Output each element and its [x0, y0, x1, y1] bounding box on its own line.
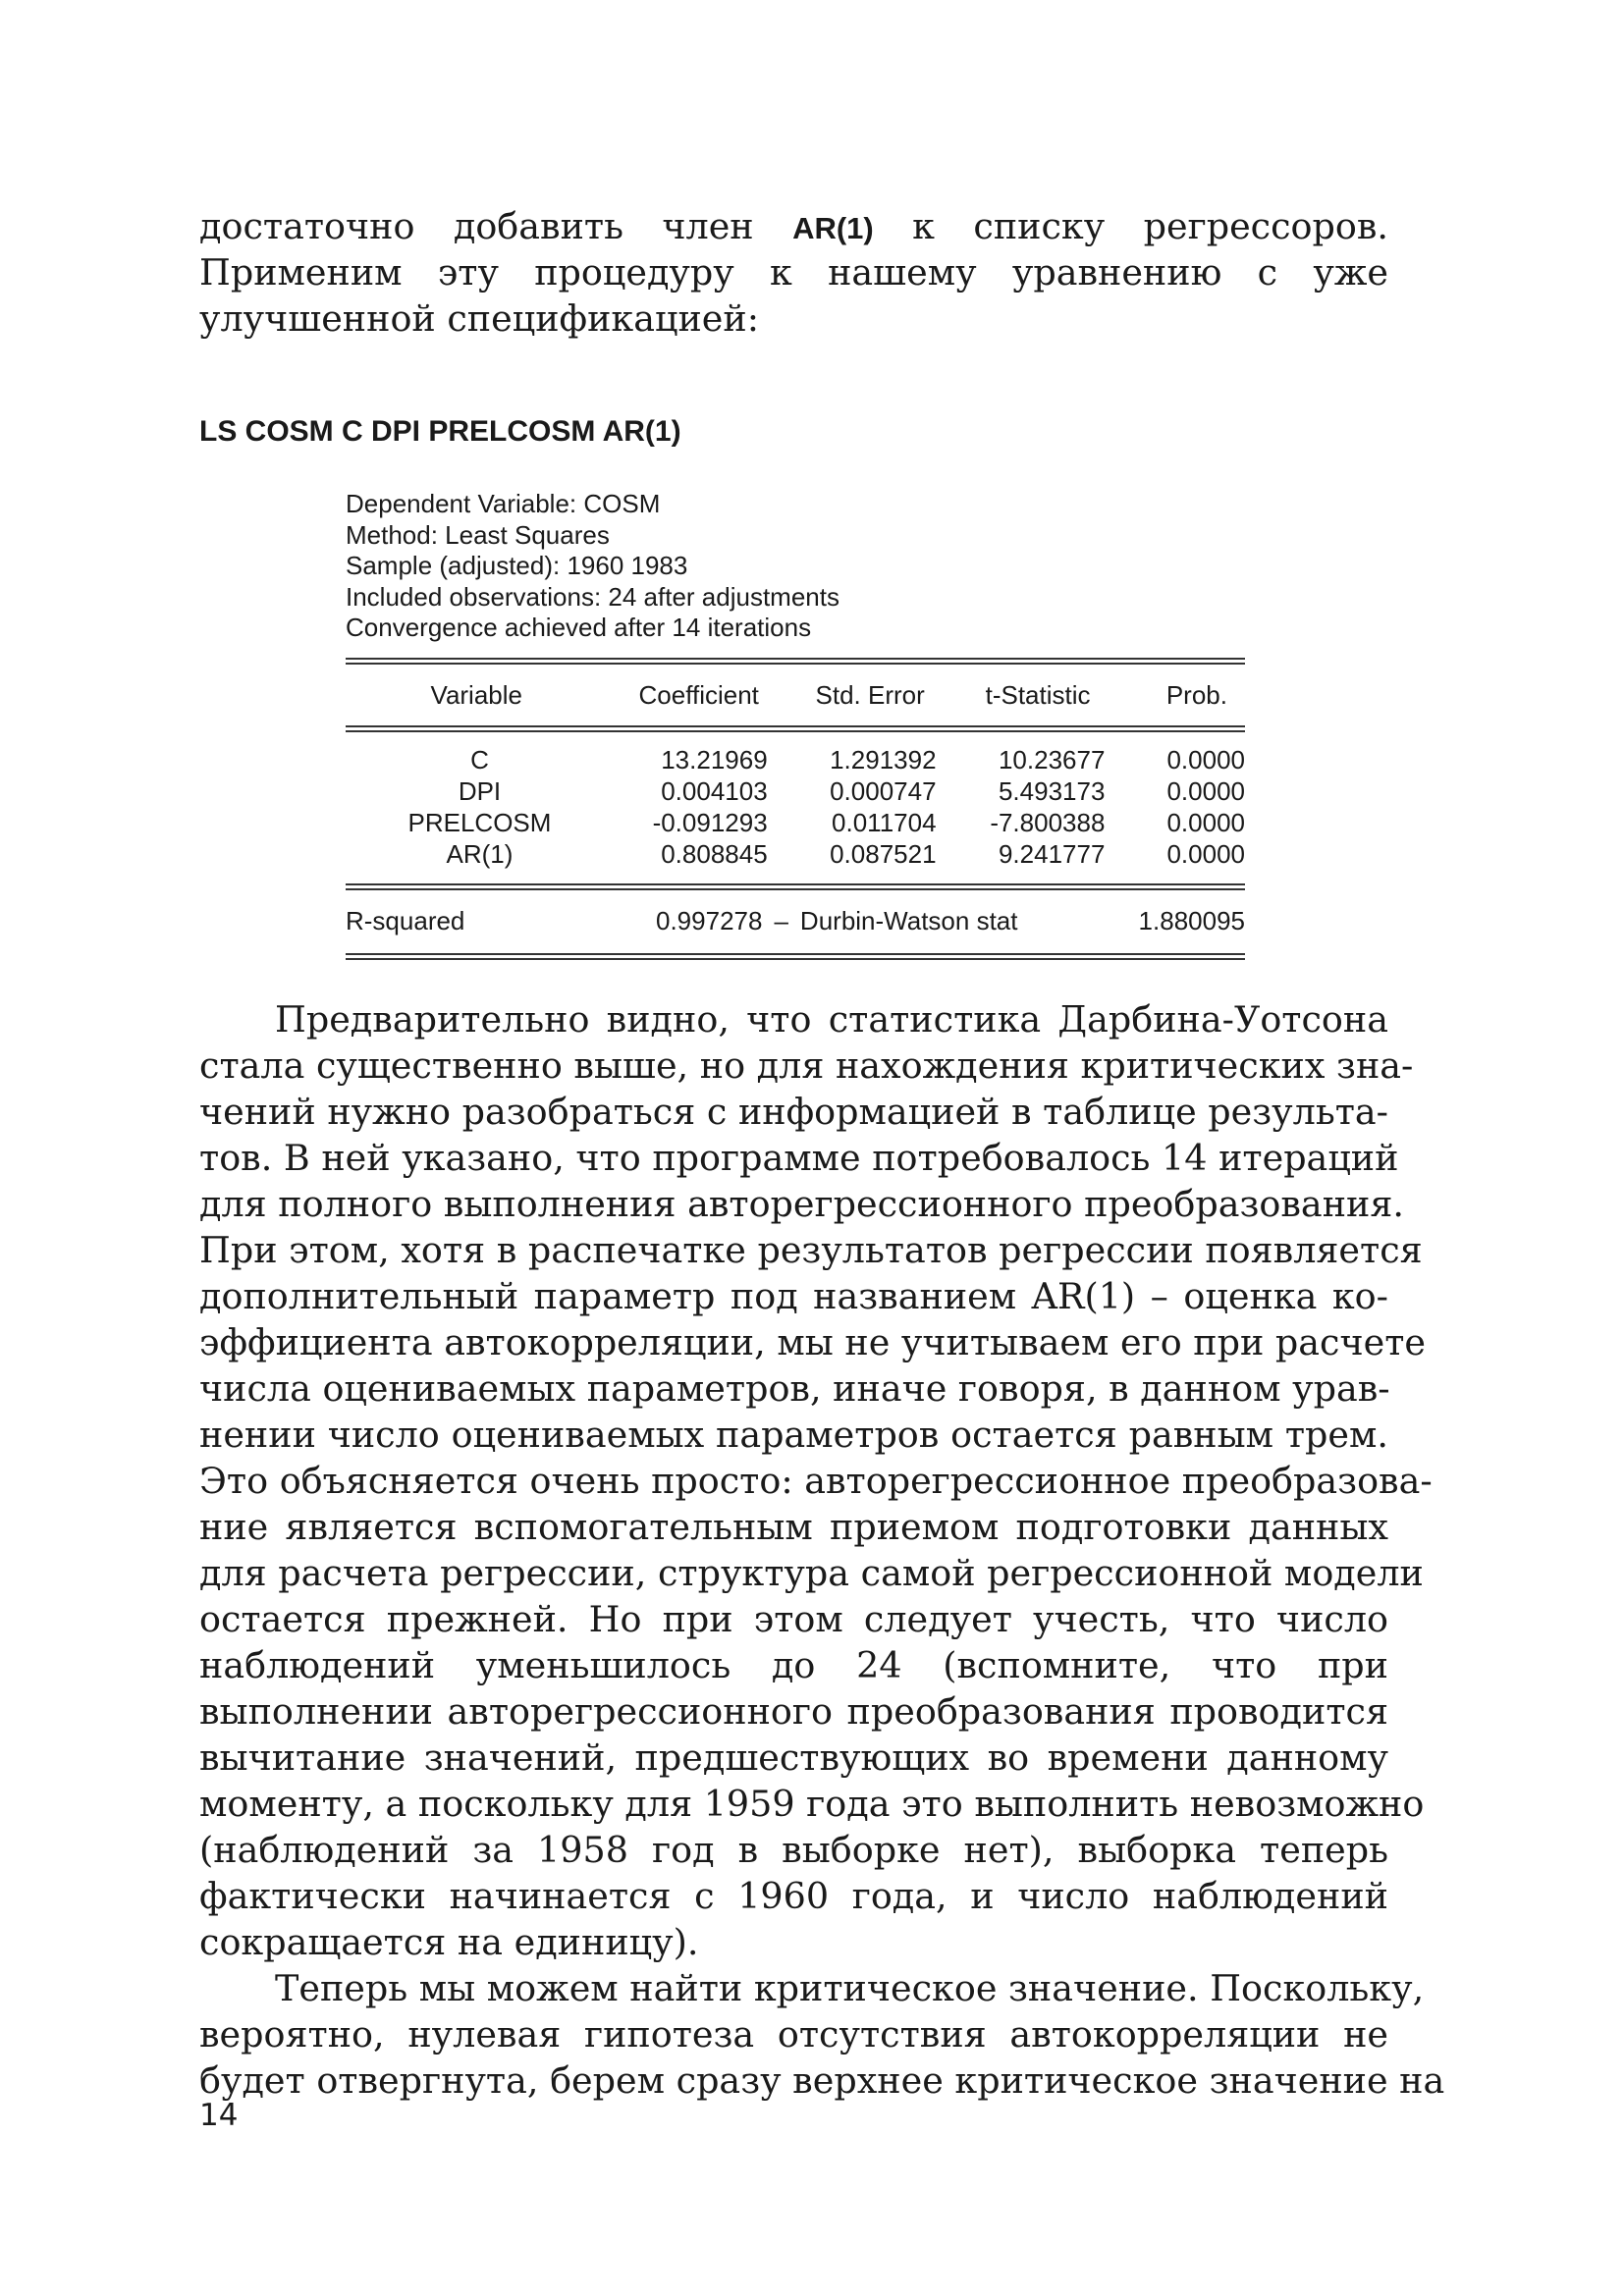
intro-line: Применим эту процедуру к нашему уравнению с уже [199, 251, 1388, 294]
table-cell: -7.800388 [990, 807, 1106, 837]
header-line: Convergence achieved after 14 iterations [346, 613, 812, 642]
text-line: Это объясняется очень просто: авторегрессионное преобразова- [199, 1460, 1433, 1502]
text-line: Теперь мы можем найти критическое значение. Поскольку, [275, 1967, 1425, 2009]
text-line: ние является вспомогательным приемом подготовки данных [199, 1506, 1388, 1548]
text-line: моменту, а поскольку для 1959 года это выполнить невозможно [199, 1783, 1425, 1825]
table-rule [346, 953, 1245, 960]
dw-value: 1.880095 [1138, 906, 1245, 935]
table-row [346, 807, 1245, 838]
table-cell: 0.011704 [832, 807, 937, 837]
column-header: Coefficient [638, 679, 759, 710]
intro-paragraph [199, 203, 1388, 342]
table-cell: -0.091293 [652, 807, 768, 837]
table-rule [346, 725, 1245, 732]
text-line: Предварительно видно, что статистика Дарбина-Уотсона [275, 998, 1388, 1041]
table-cell: 1.291392 [830, 744, 937, 774]
text-line: будет отвергнута, берем сразу верхнее критическое значение на [199, 2059, 1445, 2102]
text-line: для полного выполнения авторегрессионного преобразования. [199, 1183, 1404, 1225]
text-line: числа оцениваемых параметров, иначе говоря, в данном урав- [199, 1367, 1390, 1410]
text-line: наблюдений уменьшилось до 24 (вспомните, что при [199, 1644, 1388, 1686]
text-line: дополнительный параметр под названием AR(1) – оценка ко- [199, 1275, 1388, 1317]
text-line: (наблюдений за 1958 год в выборке нет), выборка теперь [199, 1829, 1388, 1871]
text-line: выполнении авторегрессионного преобразования проводится [199, 1690, 1388, 1733]
table-cell: DPI [458, 775, 502, 806]
body-paragraph [199, 996, 1433, 1965]
table-cell: 0.808845 [661, 838, 768, 869]
header-line: Included observations: 24 after adjustments [346, 581, 839, 612]
text-line: вычитание значений, предшествующих во времени данному [199, 1736, 1388, 1779]
table-cell: 5.493173 [998, 775, 1106, 806]
text-line: нении число оцениваемых параметров остается равным трем. [199, 1414, 1388, 1456]
text-line: тов. В ней указано, что программе потребовалось 14 итераций [199, 1137, 1399, 1179]
table-cell: 0.000747 [830, 775, 937, 806]
text-line: стала существенно выше, но для нахождения критических зна- [199, 1044, 1414, 1087]
table-cell: 13.21969 [661, 744, 768, 774]
body-paragraph [199, 1965, 1445, 2104]
text-line: эффициента автокорреляции, мы не учитываем его при расчете [199, 1321, 1427, 1363]
dw-label: Durbin-Watson stat [799, 906, 1018, 935]
summary-row [346, 890, 1245, 953]
header-line: Dependent Variable: COSM [346, 489, 661, 518]
text-line: для расчета регрессии, структура самой регрессионной модели [199, 1552, 1424, 1594]
column-header: Std. Error [815, 679, 925, 710]
table-cell: 10.23677 [998, 744, 1106, 774]
command-line: LS COSM C DPI PRELCOSM AR(1) [199, 415, 681, 448]
r-squared-label: R-squared [346, 906, 465, 935]
table-cell: 9.241777 [998, 838, 1106, 869]
regression-output [346, 489, 1245, 960]
header-line: Sample (adjusted): 1960 1983 [346, 551, 688, 580]
table-cell: C [470, 744, 489, 774]
table-row [346, 744, 1245, 775]
table-rule [346, 883, 1245, 890]
table-rule [346, 658, 1245, 665]
column-header: t-Statistic [985, 679, 1091, 710]
r-squared-value: 0.997278 [656, 906, 763, 935]
table-row [346, 838, 1245, 870]
coefficient-table-body [346, 744, 1245, 870]
table-header-row [346, 665, 1245, 725]
table-cell: 0.0000 [1166, 838, 1245, 869]
text-line: фактически начинается с 1960 года, и число наблюдений [199, 1875, 1388, 1917]
summary-dash: – [774, 906, 788, 935]
table-cell: 0.0000 [1166, 744, 1245, 774]
table-cell: PRELCOSM [407, 807, 552, 837]
intro-line: улучшенной спецификацией: [199, 297, 760, 340]
text-line: вероятно, нулевая гипотеза отсутствия автокорреляции не [199, 2013, 1388, 2056]
inline-code: AR(1) [792, 211, 874, 245]
table-cell: AR(1) [446, 838, 514, 869]
text-line: остается прежней. Но при этом следует учесть, что число [199, 1598, 1388, 1640]
table-cell: 0.004103 [661, 775, 768, 806]
text-line: чений нужно разобраться с информацией в таблице результа- [199, 1091, 1388, 1133]
text-line: сокращается на единицу). [199, 1921, 699, 1963]
column-header: Variable [430, 679, 522, 710]
column-header: Prob. [1165, 679, 1227, 710]
table-cell: 0.087521 [830, 838, 937, 869]
intro-line: достаточно добавить член AR(1) к списку регрессоров. [199, 205, 1389, 247]
table-cell: 0.0000 [1166, 807, 1245, 837]
page-number: 14 [199, 2098, 239, 2133]
header-line: Method: Least Squares [346, 519, 610, 550]
coefficient-table [346, 665, 1245, 725]
table-cell: 0.0000 [1166, 775, 1245, 806]
table-row [346, 775, 1245, 807]
output-header [346, 489, 1245, 644]
text-line: При этом, хотя в распечатке результатов регрессии появляется [199, 1229, 1423, 1271]
